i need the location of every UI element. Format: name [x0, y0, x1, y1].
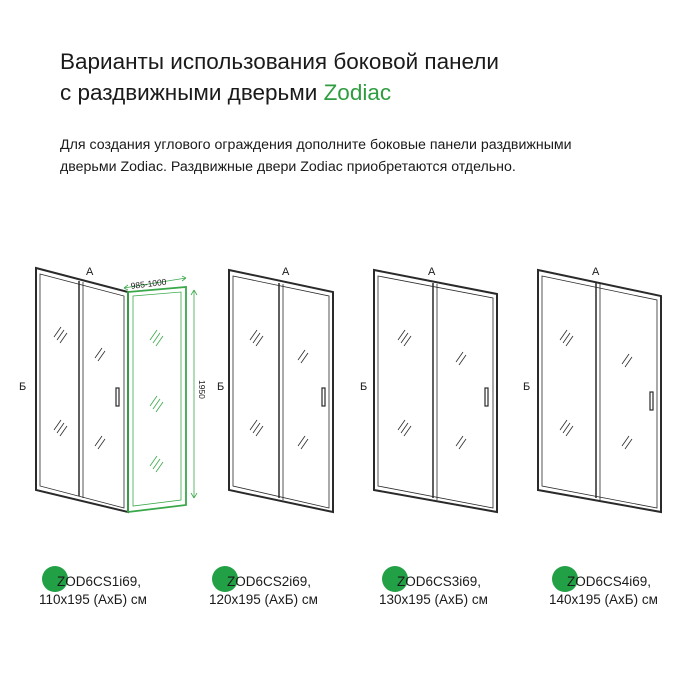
product-caption-3	[379, 573, 488, 609]
product-caption-1	[39, 573, 147, 609]
height-label-3: Б	[360, 381, 368, 393]
width-label-3: А	[428, 266, 436, 278]
shower-door-diagram-2	[229, 270, 333, 512]
width-label-4: А	[592, 266, 600, 278]
width-label-1: А	[86, 266, 94, 278]
product-size-1: 110x195 (АхБ) см	[39, 592, 147, 607]
shower-door-diagram-3	[374, 270, 497, 512]
product-size-3: 130x195 (АхБ) см	[379, 592, 488, 607]
panel-width-dimension: 985-1000	[130, 276, 167, 291]
product-code-3: ZOD6CS3i69,	[397, 574, 482, 589]
product-code-2: ZOD6CS2i69,	[227, 574, 312, 589]
product-code-4: ZOD6CS4i69,	[567, 574, 652, 589]
side-panel-diagram	[124, 276, 197, 512]
product-size-4: 140x195 (АхБ) см	[549, 592, 658, 607]
height-label-1: Б	[19, 381, 27, 393]
brand-name: Zodiac	[323, 80, 392, 105]
product-size-2: 120x195 (АхБ) см	[209, 592, 318, 607]
product-caption-4	[549, 573, 658, 609]
height-label-2: Б	[217, 381, 225, 393]
panel-height-dimension: 1950	[197, 380, 207, 399]
product-code-1: ZOD6CS1i69,	[57, 574, 142, 589]
shower-door-diagram-1	[36, 268, 128, 512]
height-label-4: Б	[523, 381, 531, 393]
title-line-2: с раздвижными дверьми	[60, 80, 324, 105]
description-line-2: дверьми Zodiac. Раздвижные двери Zodiac приобретаются отдельно.	[60, 159, 516, 175]
product-caption-2	[209, 573, 318, 609]
shower-door-diagram-4	[538, 270, 661, 512]
width-label-2: А	[282, 266, 290, 278]
title-line-1: Варианты использования боковой панели	[60, 49, 499, 74]
description-line-1: Для создания углового ограждения дополните боковые панели раздвижными	[60, 137, 572, 153]
